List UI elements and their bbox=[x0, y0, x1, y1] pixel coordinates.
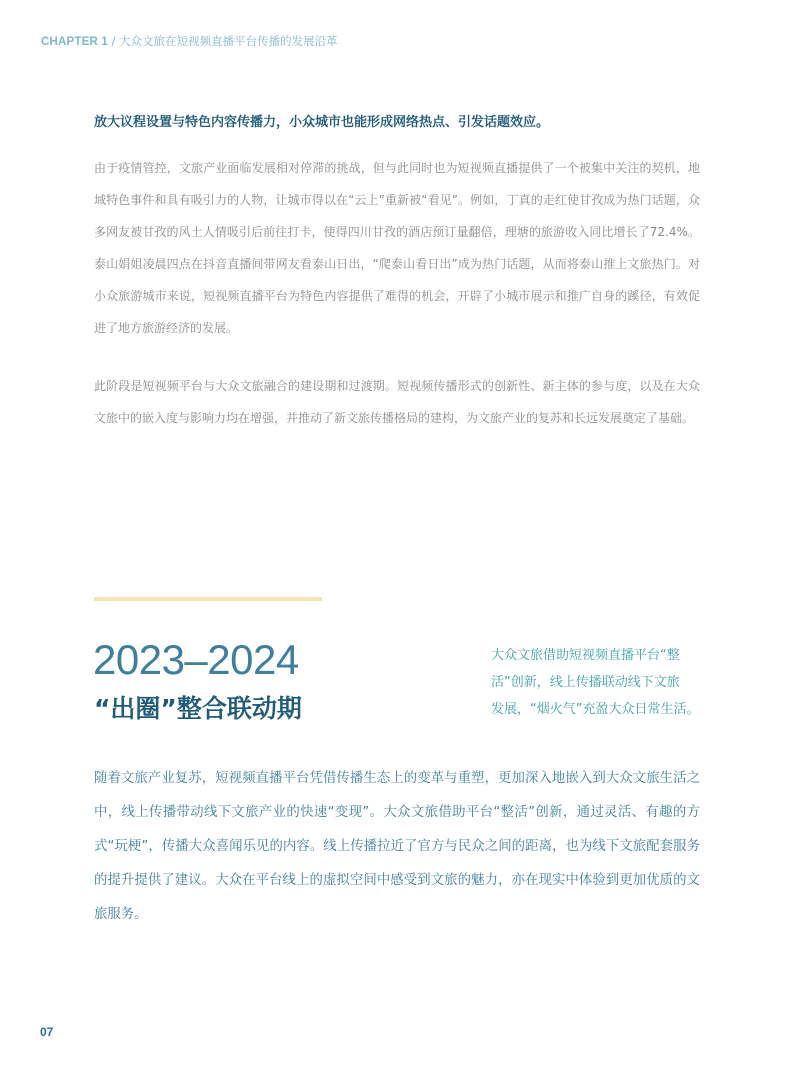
section-divider bbox=[94, 597, 322, 601]
section-phase-title: “出圈”整合联动期 bbox=[94, 694, 302, 723]
section-year-range: 2023–2024 bbox=[93, 636, 299, 683]
lead-sentence: 放大议程设置与特色内容传播力，小众城市也能形成网络热点、引发话题效应。 bbox=[94, 115, 550, 130]
running-header bbox=[41, 33, 338, 49]
chapter-label: CHAPTER 1 bbox=[41, 36, 108, 48]
section-summary-line: 大众文旅借助短视频直播平台“整 bbox=[491, 648, 680, 663]
section-summary bbox=[491, 642, 703, 723]
chapter-title: 大众文旅在短视频直播平台传播的发展沿革 bbox=[119, 34, 338, 48]
body-paragraph-2: 此阶段是短视频平台与大众文旅融合的建设期和过渡期。短视频传播形式的创新性、新主体的参与度，以及在大众文旅中的嵌入度与影响力均在增强，并推动了新文旅传播格局的建构，为文旅产业的复苏和长远发展奠定了基础。 bbox=[94, 379, 700, 425]
header-separator: / bbox=[107, 34, 120, 48]
page-number: 07 bbox=[40, 1025, 54, 1039]
section-summary-line: 活”创新，线上传播联动线下文旅 bbox=[491, 675, 680, 690]
body-paragraph-1: 由于疫情管控，文旅产业面临发展相对停滞的挑战，但与此同时也为短视频直播提供了一个被集中关注的契机，地域特色事件和具有吸引力的人物，让城市得以在“云上”重新被“看见”。例如，丁真的走红使甘孜成为热门话题，众多网友被甘孜的风土人情吸引后前往打卡，使得四川甘孜的酒店预订量翻倍，理塘的旅游收入同比增长了72.4%。泰山娟姐凌晨四点在抖音直播间带网友看泰山日出，“爬泰山看日出”成为热门话题，从而将泰山推上文旅热门。对小众旅游城市来说，短视频直播平台为特色内容提供了难得的机会，开辟了小城市展示和推广自身的蹊径，有效促进了地方旅游经济的发展。 bbox=[94, 161, 700, 335]
section-summary-line: 发展，“烟火气”充盈大众日常生活。 bbox=[491, 702, 700, 717]
section-body-paragraph: 随着文旅产业复苏，短视频直播平台凭借传播生态上的变革与重塑，更加深入地嵌入到大众文旅生活之中，线上传播带动线下文旅产业的快速“变现”。大众文旅借助平台“整活”创新，通过灵活、有趣的方式“玩梗”，传播大众喜闻乐见的内容。线上传播拉近了官方与民众之间的距离，也为线下文旅配套服务的提升提供了建议。大众在平台线上的虚拟空间中感受到文旅的魅力，亦在现实中体验到更加优质的文旅服务。 bbox=[94, 771, 700, 922]
